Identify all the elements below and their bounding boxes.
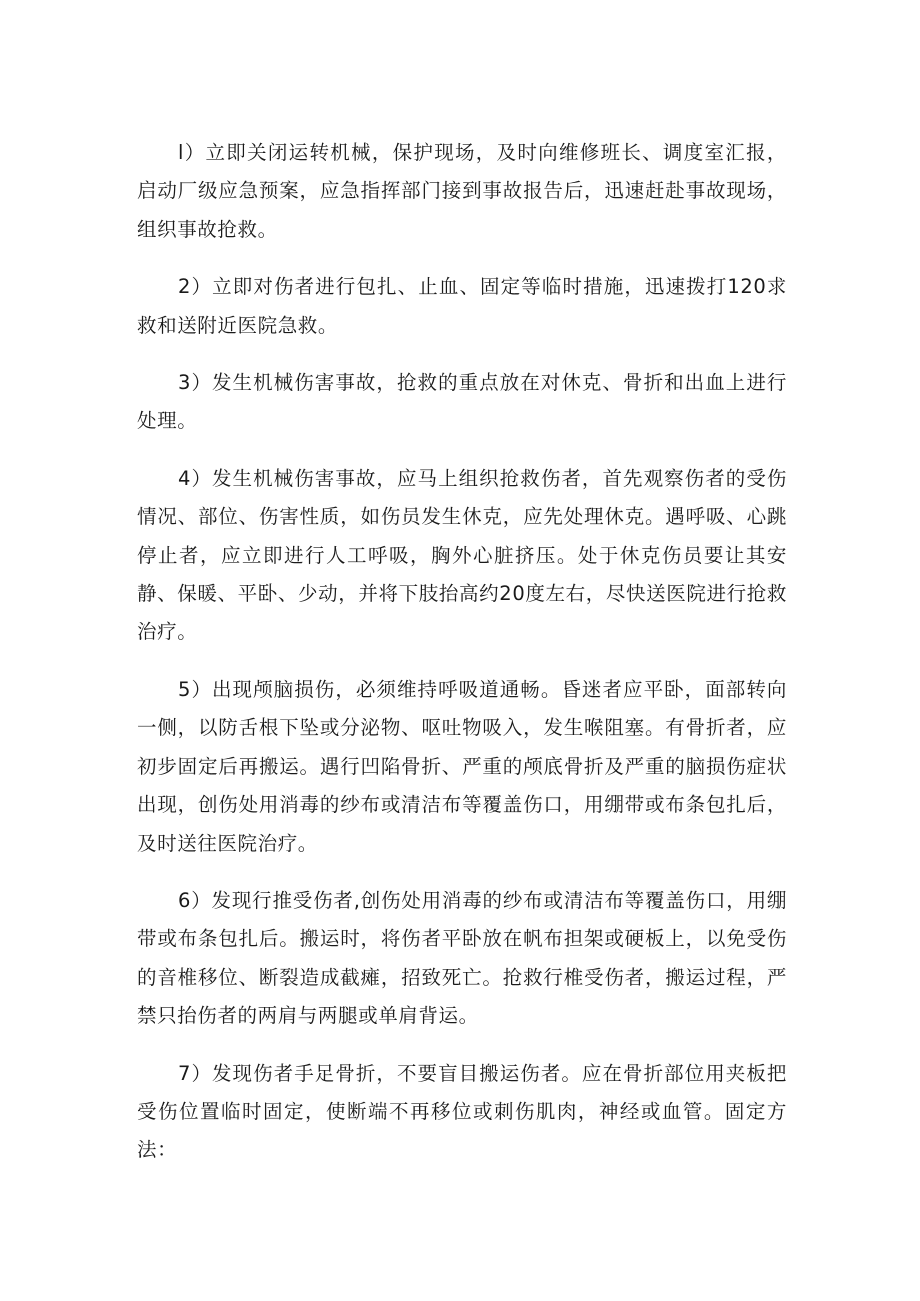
document-body — [137, 134, 787, 1170]
paragraph-6: 6）发现行推受伤者,创伤处用消毒的纱布或清洁布等覆盖伤口，用绷带或布条包扎后。搬运时，将伤者平卧放在帆布担架或硬板上，以免受伤的音椎移位、断裂造成截瘫，招致死亡。抢救行椎受伤者，搬运过程，严禁只抬伤者的两肩与两腿或单肩背运。 — [137, 888, 787, 1028]
paragraph-2: 2）立即对伤者进行包扎、止血、固定等临时措施，迅速拨打120求救和送附近医院急救。 — [137, 275, 787, 337]
paragraph-7: 7）发现伤者手足骨折，不要盲目搬运伤者。应在骨折部位用夹板把受伤位置临时固定，使断端不再移位或刺伤肌肉，神经或血管。固定方法： — [137, 1061, 787, 1162]
paragraph-3: 3）发生机械伤害事故，抢救的重点放在对休克、骨折和出血上进行处理。 — [137, 371, 787, 433]
paragraph-5: 5）出现颅脑损伤，必须维持呼吸道通畅。昏迷者应平卧，面部转向一侧，以防舌根下坠或分泌物、呕吐物吸入，发生喉阻塞。有骨折者，应初步固定后再搬运。遇行凹陷骨折、严重的颅底骨折及严重的脑损伤症状出现，创伤处用消毒的纱布或清洁布等覆盖伤口，用绷带或布条包扎后，及时送往医院治疗。 — [137, 677, 787, 855]
paragraph-4: 4）发生机械伤害事故，应马上组织抢救伤者，首先观察伤者的受伤情况、部位、伤害性质，如伤员发生休克，应先处理休克。遇呼吸、心跳停止者，应立即进行人工呼吸，胸外心脏挤压。处于休克伤员要让其安静、保暖、平卧、少动，并将下肢抬高约20度左右，尽快送医院进行抢救治疗。 — [137, 466, 787, 644]
paragraph-1: l）立即关闭运转机械，保护现场，及时向维修班长、调度室汇报，启动厂级应急预案，应急指挥部门接到事故报告后，迅速赶赴事故现场，组织事故抢救。 — [137, 141, 787, 241]
